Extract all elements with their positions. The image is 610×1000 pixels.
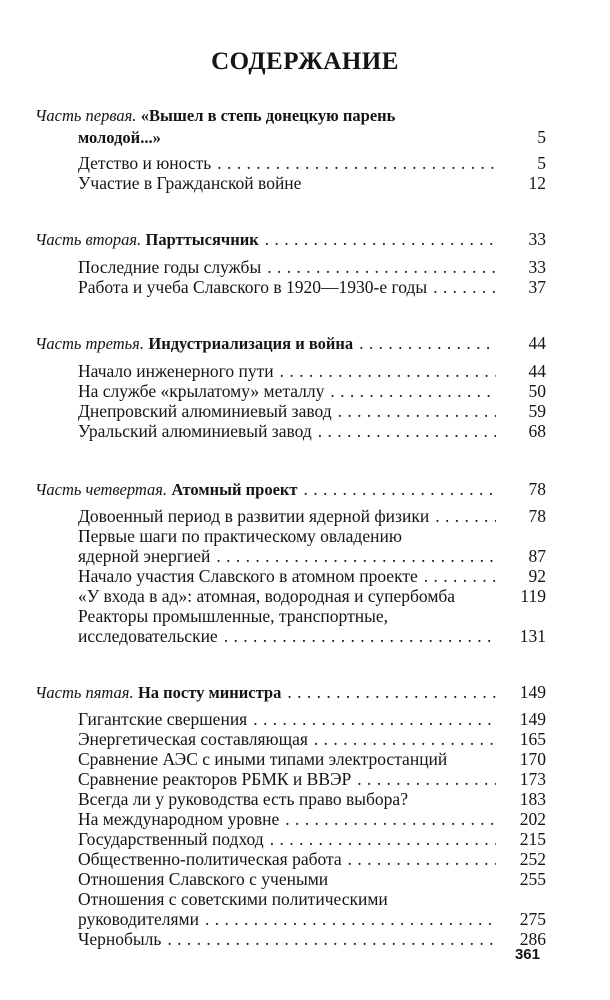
part-5-title: На посту министра <box>137 683 282 702</box>
chapter-title: Начало участия Славского в атомном проекте <box>78 566 418 586</box>
chapter-title: Последние годы службы <box>78 257 262 277</box>
page-ref: 78 <box>528 506 546 526</box>
leader-dots <box>330 380 496 402</box>
page-ref: 202 <box>519 809 546 829</box>
page-ref: 44 <box>528 361 546 381</box>
part-3-title: Индустриализация и война <box>148 334 354 353</box>
toc-entry[interactable] <box>78 565 546 587</box>
page-ref: 215 <box>519 829 546 849</box>
leader-dots <box>348 848 496 870</box>
toc-entry[interactable] <box>78 256 546 278</box>
leader-dots <box>285 808 496 830</box>
chapter-title: На службе «крылатому» металлу <box>78 381 325 401</box>
page-ref: 37 <box>528 277 546 297</box>
page-ref: 5 <box>537 127 546 147</box>
toc-entry[interactable] <box>78 748 546 770</box>
toc-entry[interactable] <box>78 768 546 790</box>
leader-dots <box>314 728 496 750</box>
page-ref: 183 <box>519 789 546 809</box>
chapter-title: Довоенный период в развитии ядерной физики <box>78 506 430 526</box>
chapter-title-line1: Отношения с советскими политическими <box>78 889 388 909</box>
toc-entry[interactable] <box>78 585 546 607</box>
leader-dots <box>424 565 496 587</box>
toc-entry[interactable] <box>78 360 546 382</box>
chapter-title: Детство и юность <box>78 153 212 173</box>
page-ref: 275 <box>519 909 546 929</box>
page-ref: 170 <box>519 749 546 769</box>
page-ref: 5 <box>537 153 546 173</box>
chapter-title: ядерной энергией <box>78 546 211 566</box>
toc-entry[interactable] <box>78 848 546 870</box>
chapter-title: Сравнение АЭС с иными типами электростанций <box>78 749 448 769</box>
toc-entry-part-4[interactable] <box>35 478 546 500</box>
part-4-label: Часть четвертая. <box>35 480 168 499</box>
leader-dots <box>359 332 496 354</box>
chapter-title: Днепровский алюминиевый завод <box>78 401 332 421</box>
chapter-title: На международном уровне <box>78 809 280 829</box>
chapter-title: Начало инженерного пути <box>78 361 274 381</box>
leader-dots <box>270 828 496 850</box>
chapter-title-line1: Реакторы промышленные, транспортные, <box>78 606 388 626</box>
chapter-title: Сравнение реакторов РБМК и ВВЭР <box>78 769 352 789</box>
page-ref: 92 <box>528 566 546 586</box>
leader-dots <box>357 768 496 790</box>
leader-dots <box>304 478 497 500</box>
page-ref: 59 <box>528 401 546 421</box>
toc-entry[interactable] <box>78 788 546 810</box>
part-2-title: Парттысячник <box>145 230 259 249</box>
chapter-title: Государственный подход <box>78 829 264 849</box>
toc-entry[interactable] <box>78 708 546 730</box>
page-ref: 33 <box>528 229 546 249</box>
page-ref: 131 <box>519 626 546 646</box>
leader-dots <box>216 545 496 567</box>
chapter-title: «У входа в ад»: атомная, водородная и супербомба <box>78 586 456 606</box>
part-1-title-line2: молодой...» <box>78 128 161 147</box>
leader-dots <box>338 400 496 422</box>
toc-entry-part-5[interactable] <box>35 681 546 703</box>
toc-entry[interactable] <box>78 505 546 527</box>
leader-dots <box>217 152 496 174</box>
leader-dots <box>265 228 496 250</box>
page-ref: 68 <box>528 421 546 441</box>
page-title: СОДЕРЖАНИЕ <box>211 48 399 75</box>
leader-dots <box>167 928 496 950</box>
page-ref: 255 <box>519 869 546 889</box>
page-ref: 12 <box>528 173 546 193</box>
page-ref: 78 <box>528 479 546 499</box>
page-ref: 149 <box>519 709 546 729</box>
part-2-label: Часть вторая. <box>35 230 142 249</box>
chapter-title: Уральский алюминиевый завод <box>78 421 312 441</box>
leader-dots <box>287 681 496 703</box>
toc-entry[interactable] <box>78 868 546 890</box>
toc-entry[interactable] <box>78 276 546 298</box>
chapter-title: исследовательские <box>78 626 218 646</box>
toc-entry[interactable] <box>78 728 546 750</box>
toc-entry-part-2[interactable] <box>35 228 546 250</box>
leader-dots <box>435 505 496 527</box>
page-number: 361 <box>514 946 540 963</box>
page-ref: 149 <box>519 682 546 702</box>
leader-dots <box>433 276 496 298</box>
page-ref: 119 <box>520 586 546 606</box>
toc-entry[interactable] <box>78 828 546 850</box>
leader-dots <box>253 708 496 730</box>
chapter-title: руководителями <box>78 909 199 929</box>
leader-dots <box>224 625 496 647</box>
chapter-title: Отношения Славского с учеными <box>78 869 329 889</box>
page-ref: 44 <box>528 333 546 353</box>
toc-entry-part-3[interactable] <box>35 332 546 354</box>
chapter-title: Чернобыль <box>78 929 162 949</box>
chapter-title: Энергетическая составляющая <box>78 729 308 749</box>
toc-entry[interactable] <box>78 545 546 567</box>
part-1-title-line1: «Вышел в степь донецкую парень <box>140 106 396 125</box>
toc-entry-part-1[interactable] <box>78 126 546 148</box>
part-1-heading <box>35 104 395 126</box>
toc-entry[interactable] <box>78 420 546 442</box>
toc-entry[interactable] <box>78 908 546 930</box>
leader-dots <box>318 420 496 442</box>
part-4-title: Атомный проект <box>171 480 298 499</box>
chapter-title: Работа и учеба Славского в 1920—1930-е годы <box>78 277 428 297</box>
page-ref: 50 <box>528 381 546 401</box>
chapter-title: Участие в Гражданской войне <box>78 173 302 193</box>
page-ref: 252 <box>519 849 546 869</box>
page-ref: 33 <box>528 257 546 277</box>
toc-entry[interactable] <box>78 625 546 647</box>
toc-entry[interactable] <box>78 172 546 194</box>
chapter-title-line1: Первые шаги по практическому овладению <box>78 526 402 546</box>
leader-dots <box>280 360 496 382</box>
page-ref: 87 <box>528 546 546 566</box>
toc-entry[interactable] <box>78 380 546 402</box>
part-5-label: Часть пятая. <box>35 683 134 702</box>
page-ref: 173 <box>519 769 546 789</box>
page-ref: 286 <box>519 929 546 949</box>
part-3-label: Часть третья. <box>35 334 144 353</box>
chapter-title: Гигантские свершения <box>78 709 248 729</box>
page-ref: 165 <box>519 729 546 749</box>
toc-entry[interactable] <box>78 152 546 174</box>
toc-entry[interactable] <box>78 928 546 950</box>
chapter-title: Всегда ли у руководства есть право выбора? <box>78 789 408 809</box>
leader-dots <box>267 256 496 278</box>
toc-entry[interactable] <box>78 400 546 422</box>
toc-entry[interactable] <box>78 808 546 830</box>
chapter-title: Общественно-политическая работа <box>78 849 342 869</box>
part-1-label: Часть первая. <box>35 106 137 125</box>
leader-dots <box>205 908 496 930</box>
